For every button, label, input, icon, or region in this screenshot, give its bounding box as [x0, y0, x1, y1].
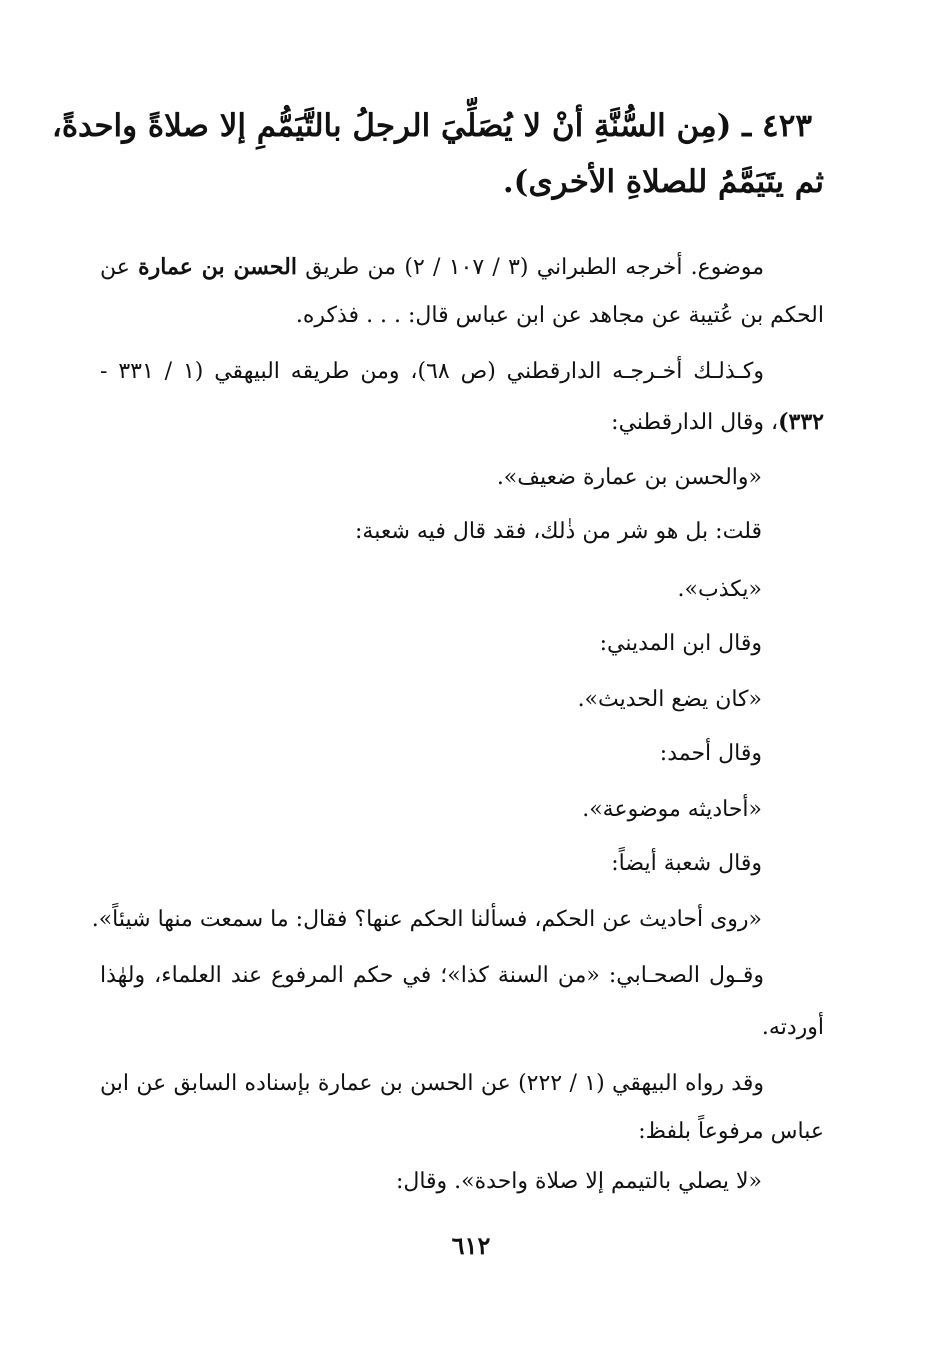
paragraph-2-text: ، وقال الدارقطني:: [611, 410, 779, 435]
page-reference: ٣٣٢): [778, 409, 824, 435]
paragraph-5: وقال أحمد:: [659, 741, 762, 766]
paragraph-4: وقال ابن المديني:: [599, 631, 762, 656]
hadith-title-line-2: ثم يتَيَمَّمُ للصلاةِ الأخرى).: [502, 164, 824, 200]
paragraph-1-text-c: عن: [100, 255, 139, 280]
quote-2: «يكذب».: [677, 577, 762, 602]
page-number: ٦١٢: [451, 1231, 491, 1260]
quote-4: «أحاديثه موضوعة».: [582, 797, 762, 822]
paragraph-3: قلت: بل هو شر من ذٰلك، فقد قال فيه شعبة:: [355, 519, 762, 544]
paragraph-1-line-1: [100, 250, 764, 285]
paragraph-2-line-2: [100, 405, 824, 440]
paragraph-7-line-1: وقـول الصحـابي: «من السنة كذا»؛ في حكم المرفوع عند العلماء، ولهٰذا: [100, 963, 764, 988]
paragraph-8-line-1: وقد رواه البيهقي (١ / ٢٢٢) عن الحسن بن عمارة بإسناده السابق عن ابن: [100, 1071, 764, 1096]
paragraph-1-text-a: موضوع. أخرجه الطبراني (٣ / ١٠٧ / ٢) من طريق: [296, 255, 765, 280]
paragraph-2-line-1: وكـذلـك أخـرجـه الدارقطني (ص ٦٨)، ومن طريقه البيهقي (١ / ٣٣١ -: [100, 359, 764, 384]
quote-1: «والحسن بن عمارة ضعيف».: [496, 465, 762, 490]
paragraph-8-line-2: عباس مرفوعاً بلفظ:: [638, 1119, 824, 1144]
paragraph-7-line-2: أوردته.: [761, 1015, 824, 1040]
quote-3: «كان يضع الحديث».: [577, 687, 762, 712]
paragraph-1-line-2: الحكم بن عُتيبة عن مجاهد عن ابن عباس قال: . . . فذكره.: [295, 303, 824, 328]
quote-6: «لا يصلي بالتيمم إلا صلاة واحدة». وقال:: [395, 1169, 762, 1194]
paragraph-6: وقال شعبة أيضاً:: [611, 851, 762, 876]
narrator-name: الحسن بن عمارة: [138, 254, 297, 280]
quote-5: «روى أحاديث عن الحكم، فسألنا الحكم عنها؟ فقال: ما سمعت منها شيئاً».: [91, 907, 762, 932]
hadith-title-line-1: ٤٢٣ ـ (مِن السُّنَّةِ أنْ لا يُصَلِّيَ الرجلُ بالتَّيَمُّمِ إلا صلاةً واحدةً،: [51, 108, 812, 144]
